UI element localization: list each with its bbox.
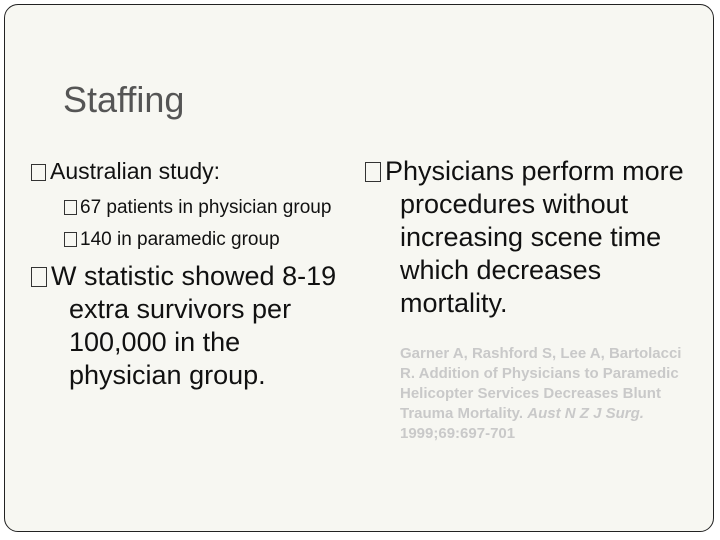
bullet-box-icon [64,232,77,247]
bullet-text: Australian study: [50,158,221,184]
citation-details: 1999;69:697-701 [400,425,516,442]
bullet-australian-study [31,155,351,187]
citation-journal: Aust N Z J Surg. [527,405,644,422]
citation-text: Garner A, Rashford S, Lee A, Bartolacci R. Addition of Physicians to Paramedic Helicopter Services Decreases Blunt Trauma Mortality. [400,345,682,422]
bullet-physicians-perform [365,155,695,320]
bullet-box-icon [31,164,46,181]
bullet-box-icon [64,200,77,215]
subbullet-text: 67 patients in physician group [80,197,332,218]
bullet-w-statistic [31,260,351,392]
bullet-box-icon [31,267,47,287]
bullet-text: W statistic showed 8-19 extra survivors per 100,000 in the physician group. [51,261,337,390]
slide [4,4,714,532]
bullet-box-icon [365,162,381,182]
citation [365,344,695,444]
subbullet-text: 140 in paramedic group [80,229,280,250]
left-column [31,155,351,392]
subbullet-physician-group [31,194,351,221]
right-column [365,155,695,444]
subbullet-paramedic-group [31,226,351,253]
slide-title: Staffing [63,79,185,120]
bullet-text: Physicians perform more procedures without increasing scene time which decreases mortality. [385,156,684,318]
